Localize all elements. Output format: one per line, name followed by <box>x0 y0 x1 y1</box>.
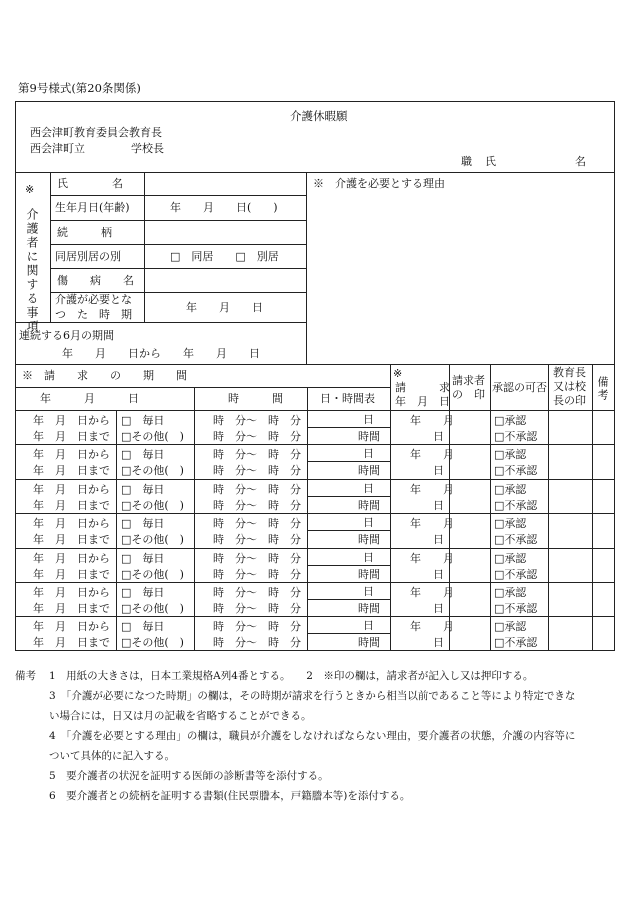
note-6: 6 要介護者との続柄を証明する書類(住民票謄本，戸籍謄本等)を添付する。 <box>49 790 411 802</box>
seal-header-1: 請求者 <box>452 374 485 387</box>
row-from: 年 月 日から <box>33 517 110 531</box>
edu-header-1: 教育長 <box>553 366 586 379</box>
row-hours: 時間 <box>358 567 380 581</box>
addressee-school: 西会津町立 <box>30 142 85 155</box>
field-name-label: 氏 名 <box>57 177 123 190</box>
note-4a: 4 「介護を必要とする理由」の欄は，職員が介護をしなければならない理由，要介護者の状態，介護の内容等に <box>49 730 576 742</box>
row-from: 年 月 日から <box>33 620 110 634</box>
row-req-d: 日 <box>433 533 444 547</box>
notes-head: 備考 <box>15 670 36 682</box>
row-from: 年 月 日から <box>33 586 110 599</box>
row-daily-checkbox: □ 毎日 <box>121 414 165 427</box>
row-req-ym: 年 月 <box>410 586 454 599</box>
note-5: 5 要介護者の状況を証明する医師の診断書等を添付する。 <box>49 770 329 782</box>
row-approve-checkbox: □承認 <box>494 482 527 496</box>
row-to: 年 月 日まで <box>33 636 110 650</box>
row-req-d: 日 <box>433 464 444 478</box>
form-title: 介護休暇願 <box>290 109 348 123</box>
seal-header-2: の 印 <box>452 388 485 401</box>
row-time-1: 時 分～ 時 分 <box>213 620 301 634</box>
row-time-2: 時 分～ 時 分 <box>213 636 301 650</box>
row-time-2: 時 分～ 時 分 <box>213 430 301 443</box>
row-reject-checkbox: □不承認 <box>494 464 538 478</box>
row-from: 年 月 日から <box>33 551 110 565</box>
note-3a: 3 「介護が必要になつた時期」の欄は，その時期が請求を行うときから相当以前であること等により特定できな <box>49 690 576 702</box>
row-reject-checkbox: □不承認 <box>494 430 538 443</box>
row-time-1: 時 分～ 時 分 <box>213 448 301 462</box>
row-time-2: 時 分～ 時 分 <box>213 602 301 615</box>
row-reject-checkbox: □不承認 <box>494 498 538 512</box>
row-req-ym: 年 月 <box>410 414 454 427</box>
row-reject-checkbox: □不承認 <box>494 567 538 581</box>
field-needed-label-2: つ た 時 期 <box>55 308 132 321</box>
time-header: 時 間 <box>228 392 283 405</box>
row-to: 年 月 日まで <box>33 602 110 615</box>
row-time-1: 時 分～ 時 分 <box>213 482 301 496</box>
row-day: 日 <box>363 447 374 461</box>
row-day: 日 <box>363 585 374 598</box>
req-ymd: 年 月 日 <box>395 395 450 408</box>
section-label: 介護者に関する事項 <box>25 208 39 334</box>
row-time-1: 時 分～ 時 分 <box>213 586 301 599</box>
row-time-2: 時 分～ 時 分 <box>213 498 301 512</box>
reason-label: ※ 介護を必要とする理由 <box>313 177 445 190</box>
row-daily-checkbox: □ 毎日 <box>121 448 165 462</box>
row-approve-checkbox: □承認 <box>494 517 527 531</box>
row-approve-checkbox: □承認 <box>494 586 527 599</box>
row-time-1: 時 分～ 時 分 <box>213 517 301 531</box>
row-hours: 時間 <box>358 533 380 547</box>
addressee-principal: 学校長 <box>131 142 164 155</box>
row-day: 日 <box>363 481 374 495</box>
edu-header-3: 長の印 <box>553 394 586 407</box>
row-hours: 時間 <box>358 636 380 650</box>
row-daily-checkbox: □ 毎日 <box>121 551 165 565</box>
row-req-d: 日 <box>433 636 444 650</box>
row-reject-checkbox: □不承認 <box>494 636 538 650</box>
row-day: 日 <box>363 413 374 426</box>
row-req-d: 日 <box>433 498 444 512</box>
row-time-2: 時 分～ 時 分 <box>213 464 301 478</box>
field-disease-label: 傷 病 名 <box>57 274 134 287</box>
row-day: 日 <box>363 516 374 530</box>
row-reject-checkbox: □不承認 <box>494 602 538 615</box>
row-other-checkbox: □その他( ) <box>121 567 184 581</box>
row-other-checkbox: □その他( ) <box>121 498 184 512</box>
section-mark: ※ <box>25 183 35 196</box>
form-number: 第9号様式(第20条関係) <box>18 81 141 95</box>
row-req-ym: 年 月 <box>410 620 454 634</box>
field-living-value: □ 同居 □ 別居 <box>170 250 279 263</box>
name-label-a: 氏 <box>485 155 496 168</box>
post-label: 職 <box>461 155 472 168</box>
field-relation-label: 続 柄 <box>57 226 112 239</box>
row-time-2: 時 分～ 時 分 <box>213 533 301 547</box>
note-1-2: 1 用紙の大きさは，日本工業規格A列4番とする。 2 ※印の欄は，請求者が記入し又は押印する。 <box>49 670 534 682</box>
field-living-label: 同居別居の別 <box>55 250 121 263</box>
row-to: 年 月 日まで <box>33 464 110 478</box>
note-3b: い場合には，日又は月の記載を省略することができる。 <box>49 710 312 722</box>
req-mark: ※ <box>393 367 403 380</box>
row-hours: 時間 <box>358 498 380 512</box>
row-daily-checkbox: □ 毎日 <box>121 482 165 496</box>
period-header: ※ 請 求 の 期 間 <box>22 369 187 382</box>
row-to: 年 月 日まで <box>33 498 110 512</box>
edu-header-2: 又は校 <box>553 380 586 393</box>
row-other-checkbox: □その他( ) <box>121 430 184 443</box>
req-label: 請 求 <box>395 381 450 394</box>
row-req-ym: 年 月 <box>410 482 454 496</box>
row-other-checkbox: □その他( ) <box>121 602 184 615</box>
row-hours: 時間 <box>358 602 380 615</box>
approval-header: 承認の可否 <box>492 381 547 394</box>
row-daily-checkbox: □ 毎日 <box>121 586 165 599</box>
row-req-d: 日 <box>433 430 444 443</box>
addressee-superintendent: 西会津町教育委員会教育長 <box>30 126 162 139</box>
row-time-2: 時 分～ 時 分 <box>213 567 301 581</box>
row-approve-checkbox: □承認 <box>494 414 527 427</box>
row-time-1: 時 分～ 時 分 <box>213 414 301 427</box>
ymd-header: 年 月 日 <box>40 392 139 405</box>
period6-label: 連続する6月の期間 <box>19 329 114 342</box>
row-approve-checkbox: □承認 <box>494 620 527 634</box>
row-day: 日 <box>363 619 374 633</box>
row-to: 年 月 日まで <box>33 533 110 547</box>
row-req-ym: 年 月 <box>410 448 454 462</box>
day-time-table-header: 日・時間表 <box>320 392 375 405</box>
row-daily-checkbox: □ 毎日 <box>121 517 165 531</box>
row-approve-checkbox: □承認 <box>494 448 527 462</box>
row-req-ym: 年 月 <box>410 517 454 531</box>
row-daily-checkbox: □ 毎日 <box>121 620 165 634</box>
field-birthdate-label: 生年月日(年齢) <box>55 201 130 214</box>
name-label-b: 名 <box>575 155 586 168</box>
row-hours: 時間 <box>358 464 380 478</box>
row-from: 年 月 日から <box>33 414 110 427</box>
period6-value: 年 月 日から 年 月 日 <box>62 347 260 360</box>
row-req-d: 日 <box>433 602 444 615</box>
row-to: 年 月 日まで <box>33 567 110 581</box>
row-other-checkbox: □その他( ) <box>121 533 184 547</box>
row-req-ym: 年 月 <box>410 551 454 565</box>
field-needed-label-1: 介護が必要とな <box>55 293 132 306</box>
remarks-header: 備考 <box>596 376 609 402</box>
row-from: 年 月 日から <box>33 482 110 496</box>
row-req-d: 日 <box>433 567 444 581</box>
note-4b: ついて具体的に記入する。 <box>49 750 175 762</box>
field-needed-value: 年 月 日 <box>186 301 263 314</box>
row-approve-checkbox: □承認 <box>494 551 527 565</box>
row-day: 日 <box>363 550 374 564</box>
row-from: 年 月 日から <box>33 448 110 462</box>
row-other-checkbox: □その他( ) <box>121 464 184 478</box>
row-reject-checkbox: □不承認 <box>494 533 538 547</box>
row-to: 年 月 日まで <box>33 430 110 443</box>
row-other-checkbox: □その他( ) <box>121 636 184 650</box>
row-time-1: 時 分～ 時 分 <box>213 551 301 565</box>
row-hours: 時間 <box>358 430 380 443</box>
field-birthdate-value: 年 月 日( ) <box>170 201 278 214</box>
